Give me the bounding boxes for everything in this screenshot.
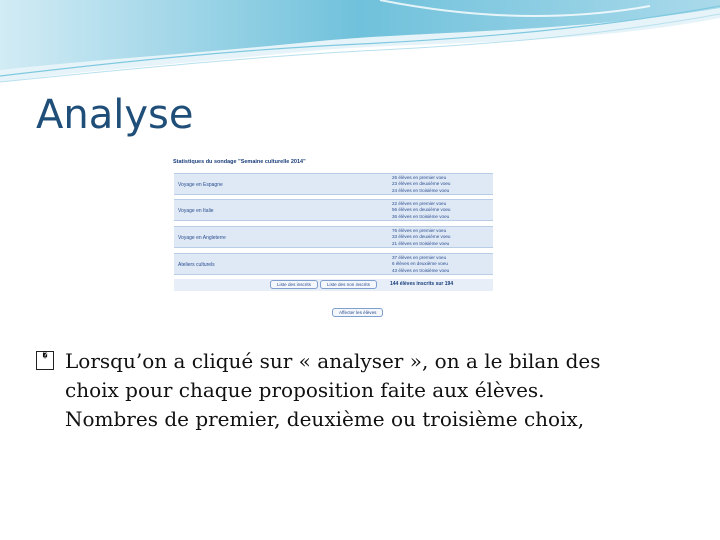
stat-line: 56 élèves en deuxième voeu <box>392 207 451 213</box>
stat-row-label: Ateliers culturels <box>178 262 215 268</box>
stat-row-label: Voyage en Angleterre <box>178 235 226 241</box>
survey-stats-screenshot <box>168 155 494 323</box>
stats-title: Statistiques du sondage "Semaine culturelle 2014" <box>173 159 306 165</box>
list-non-inscrits-button[interactable]: Liste des non inscrits <box>320 280 377 289</box>
slide-body <box>36 347 696 434</box>
stat-line: 43 élèves en troisième voeu <box>392 267 450 273</box>
stat-row-label: Voyage en Italie <box>178 208 214 214</box>
stat-line: 33 élèves en deuxième voeu <box>392 234 451 240</box>
body-line: Lorsqu’on a cliqué sur « analyser », on a le bilan des <box>65 349 601 373</box>
body-line: choix pour chaque proposition faite aux élèves. <box>65 378 545 402</box>
slide-title: Analyse <box>36 92 194 138</box>
inscrits-summary: 144 élèves inscrits sur 194 <box>390 281 454 287</box>
stat-line: 36 élèves en troisième voeu <box>392 213 450 219</box>
header-wave-decoration <box>0 0 720 90</box>
stat-row <box>174 173 493 195</box>
stat-line: 37 élèves en premier voeu <box>392 255 447 260</box>
stat-row <box>174 253 493 275</box>
stat-line: 22 élèves en premier voeu <box>392 201 447 206</box>
stat-line: 21 élèves en troisième voeu <box>392 240 450 246</box>
body-line: Nombres de premier, deuxième ou troisième choix, <box>65 407 585 431</box>
bullet-placeholder-icon: � <box>36 351 54 370</box>
affecter-eleves-button[interactable]: Affecter les élèves <box>332 308 383 317</box>
stat-row-label: Voyage en Espagne <box>178 182 223 188</box>
stat-row <box>174 226 493 248</box>
stat-line: 76 élèves en premier voeu <box>392 228 447 233</box>
stat-line: 23 élèves en deuxième voeu <box>392 181 451 187</box>
stat-line: 6 élèves en deuxième voeu <box>392 261 448 267</box>
stat-line: 24 élèves en troisième voeu <box>392 187 450 193</box>
stat-row <box>174 199 493 221</box>
list-inscrits-button[interactable]: Liste des inscrits <box>270 280 318 289</box>
stat-line: 26 élèves en premier voeu <box>392 175 447 180</box>
